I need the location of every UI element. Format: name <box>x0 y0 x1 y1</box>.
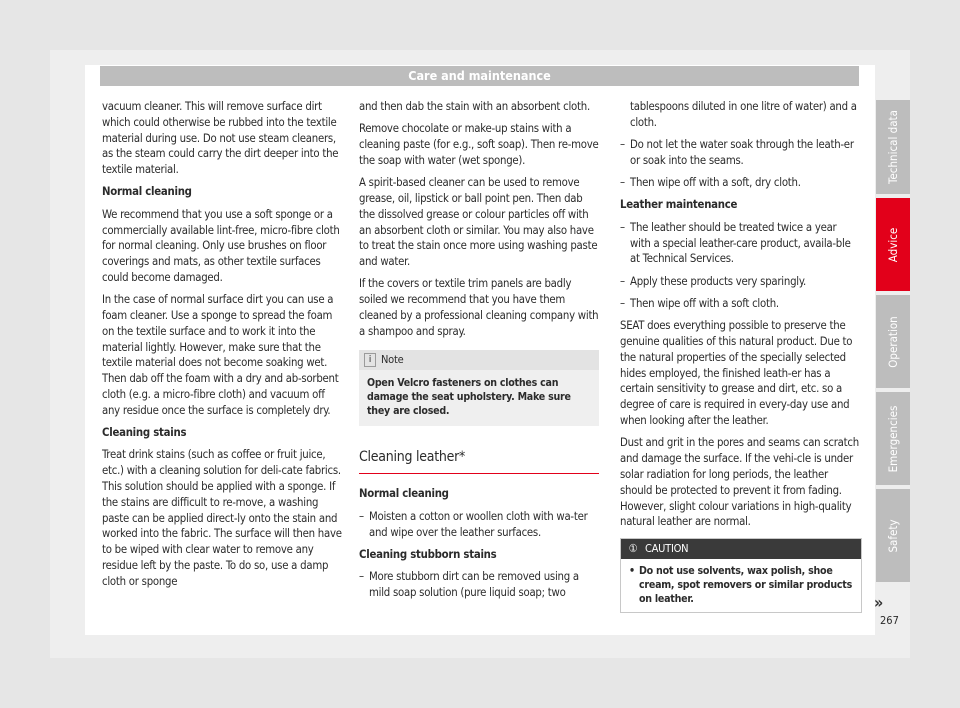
tab-emergencies[interactable]: Emergencies <box>876 392 910 485</box>
tab-technical-data[interactable]: Technical data <box>876 100 910 194</box>
subheading-normal-cleaning: Normal cleaning <box>359 487 449 501</box>
list-item: – Apply these products very sparingly. <box>620 274 860 290</box>
tab-operation[interactable]: Operation <box>876 295 910 388</box>
list-item: – Moisten a cotton or woollen cloth with wa-ter and wipe over the leather surfaces. <box>359 509 599 541</box>
paragraph: In the case of normal surface dirt you can use a foam cleaner. Use a sponge to spread the foam on the textile surface and to work it into the material lightly. However, make sure that the textile material does not become soaking wet. Then dab off the foam with a dry and ab-sorbent cloth (e.g. a micro-fibre cloth) and vacuum off any residue once the surface is completely dry. <box>102 293 339 417</box>
paragraph: and then dab the stain with an absorbent cloth. <box>359 100 590 113</box>
subheading-normal-cleaning: Normal cleaning <box>102 185 192 199</box>
caution-label: CAUTION <box>645 542 689 556</box>
note-label: Note <box>381 352 404 366</box>
list-item-continuation: tablespoons diluted in one litre of water) and a cloth. <box>630 100 857 129</box>
list-item: – Then wipe off with a soft, dry cloth. <box>620 175 860 191</box>
continue-arrow-icon: » <box>873 593 883 613</box>
paragraph: A spirit-based cleaner can be used to remove grease, oil, lipstick or ball point pen. Then dab the dissolved grease or colour particles off with an absorbent cloth or similar. You may also have to treat the stain once more using washing paste and water. <box>359 176 598 269</box>
paragraph: Dust and grit in the pores and seams can scratch and damage the surface. If the vehi-cle is under solar radiation for long periods, the leather should be protected to prevent it from fading. However, slight colour variations in high-quality natural leather are normal. <box>620 436 859 529</box>
section-title-cleaning-leather: Cleaning leather* <box>359 450 599 475</box>
paragraph: Treat drink stains (such as coffee or fruit juice, etc.) with a cleaning solution for deli-cate fabrics. This solution should be applied with a sponge. If the stains are difficult to re-move, a washing paste can be applied direct-ly onto the stain and worked into the fabric. The surface will then have to be wiped with clear water to remove any residue left by the paste. To do so, use a damp cloth or sponge <box>102 448 342 588</box>
subheading-stubborn-stains: Cleaning stubborn stains <box>359 547 497 561</box>
tab-advice[interactable]: Advice <box>876 198 910 291</box>
note-header <box>359 350 599 370</box>
list-item: – Then wipe off with a soft cloth. <box>620 296 860 312</box>
warning-circle-icon: ① <box>628 542 638 556</box>
paragraph: SEAT does everything possible to preserve the genuine qualities of this natural product. Due to the natural properties of the specially selected hides employed, the finished leath-er has a certain sensitivity to grease and dirt, etc. so a degree of care is required in every-day use and when looking after the leather. <box>620 319 853 428</box>
caution-header <box>621 539 861 559</box>
caution-text: • Do not use solvents, wax polish, shoe cream, spot removers or similar products on leather. <box>629 564 853 606</box>
caution-box <box>620 538 883 613</box>
subheading-cleaning-stains: Cleaning stains <box>102 426 187 440</box>
tab-safety[interactable]: Safety <box>876 489 910 582</box>
info-icon: i <box>359 350 381 370</box>
list-item: – Do not let the water soak through the leath-er or soak into the seams. <box>620 137 860 169</box>
page-number: 267 <box>880 614 899 627</box>
paragraph: Remove chocolate or make-up stains with a cleaning paste (for e.g., soft soap). Then re-move the soap with water (wet sponge). <box>359 122 599 167</box>
column-1 <box>102 99 342 596</box>
paragraph: vacuum cleaner. This will remove surface dirt which could otherwise be rubbed into the textile material during use. Do not use steam cleaners, as the steam could carry the dirt deeper into the textile material. <box>102 100 339 177</box>
note-text: Open Velcro fasteners on clothes can damage the seat upholstery. Make sure they are closed. <box>359 370 599 426</box>
list-item: – The leather should be treated twice a year with a special leather-care product, availa-ble at Technical Services. <box>620 220 860 267</box>
column-2 <box>359 99 599 607</box>
column-3 <box>620 99 883 613</box>
note-box <box>359 350 599 426</box>
list-item: – More stubborn dirt can be removed using a mild soap solution (pure liquid soap; two <box>359 569 599 601</box>
subheading-leather-maintenance: Leather maintenance <box>620 198 738 212</box>
caution-text-container <box>621 559 883 613</box>
chapter-header: Care and maintenance <box>100 66 859 86</box>
paragraph: We recommend that you use a soft sponge or a commercially available lint-free, micro-fibre cloth for normal cleaning. Only use brushes on floor coverings and mats, as other textile surfaces could become damaged. <box>102 207 340 284</box>
paragraph: If the covers or textile trim panels are badly soiled we recommend that you have them cleaned by a professional cleaning company with a shampoo and spray. <box>359 277 599 338</box>
